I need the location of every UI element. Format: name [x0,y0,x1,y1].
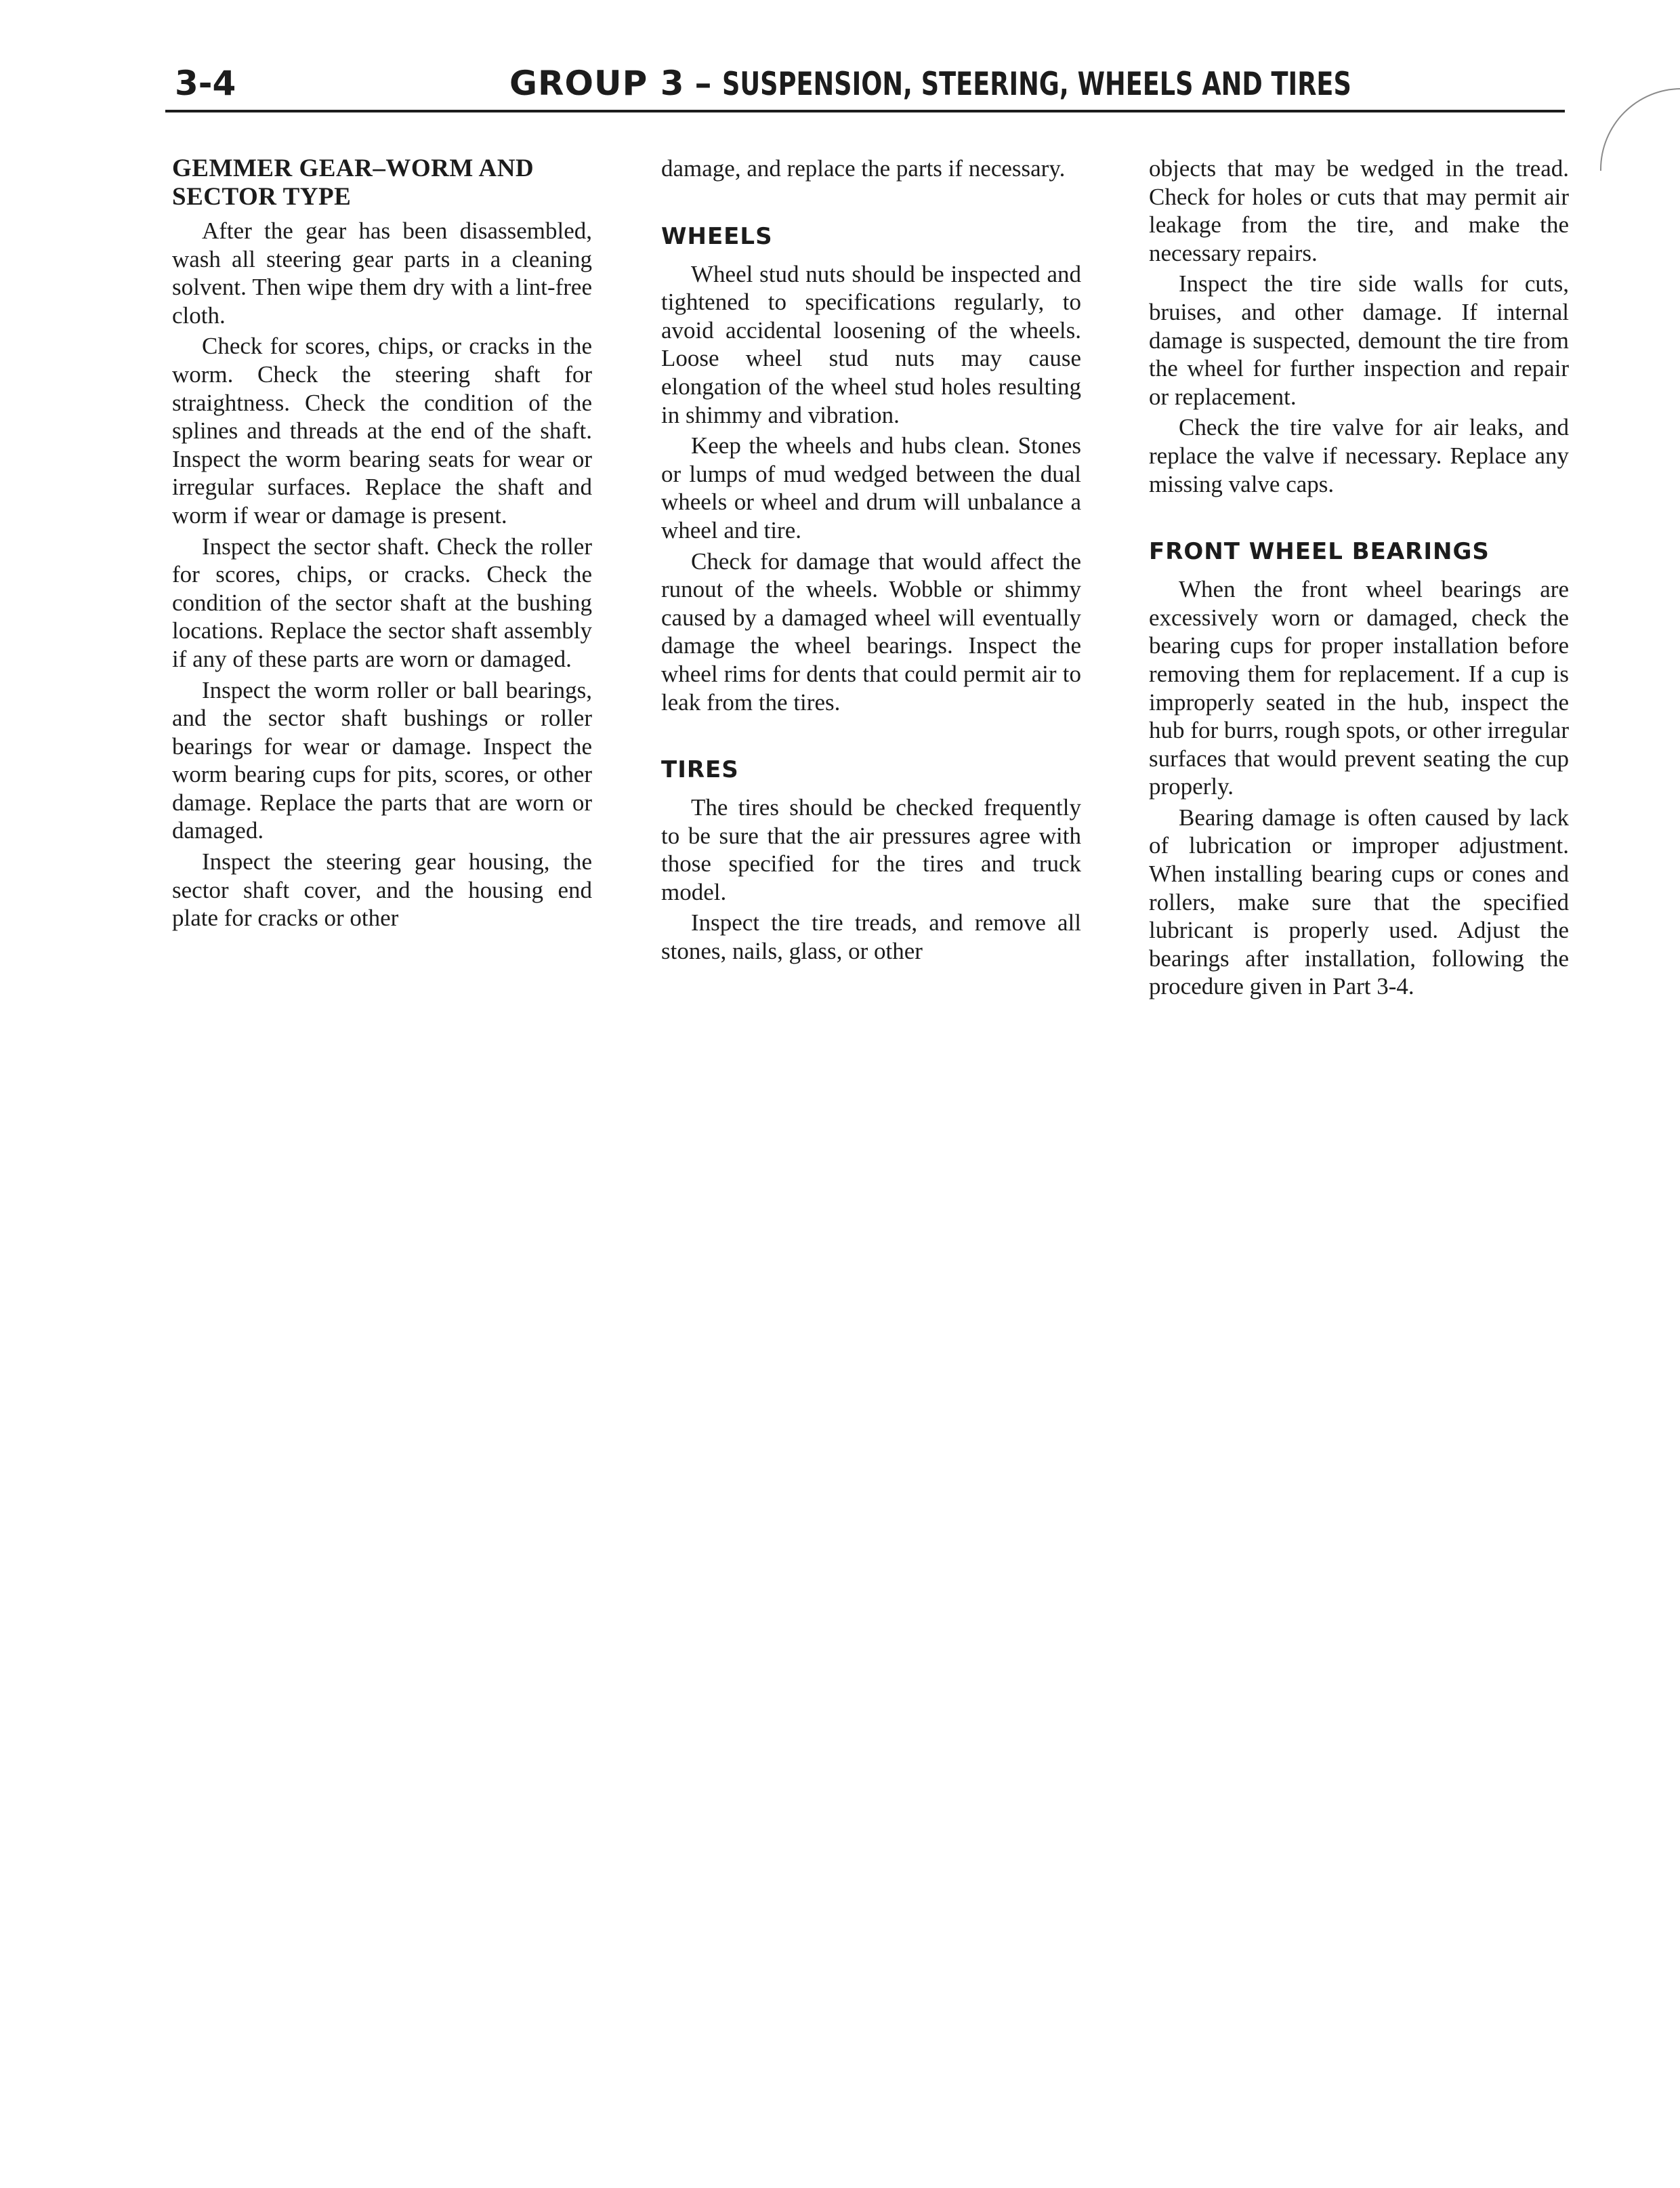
paragraph: Inspect the sector shaft. Check the roller for scores, chips, or cracks. Check the condition of the sector shaft at the bushing locations. Replace the sector shaft assembly if any of these parts are worn or damaged. [172,533,592,672]
section-spacer [661,183,1081,222]
paragraph: Inspect the worm roller or ball bearings, and the sector shaft bushings or roller bearings for wear or damage. Inspect the worm bearing cups for pits, scores, or other damage. Replace the parts that are worn or damaged. [172,676,592,844]
paragraph: After the gear has been disassembled, wash all steering gear parts in a cleaning solvent. Then wipe them dry with a lint-free cloth. [172,218,592,329]
paragraph: Wheel stud nuts should be inspected and tightened to specifications regularly, to avoid accidental loosening of the wheels. Loose wheel stud nuts may cause elongation of the wheel stud holes resulting in shimmy and vibration. [661,260,1081,428]
section-heading-front-wheel-bearings: FRONT WHEEL BEARINGS [1149,538,1490,566]
page-number: 3-4 [175,64,236,103]
paragraph: Keep the wheels and hubs clean. Stones or lumps of mud wedged between the dual wheels or wheel and drum will unbalance a wheel and tire. [661,432,1081,543]
page-header [157,60,1566,112]
paragraph: Inspect the steering gear housing, the sector shaft cover, and the housing end plate for cracks or other [172,848,592,932]
running-head [509,60,1529,108]
continued-paragraph: damage, and replace the parts if necessary. [661,155,1066,182]
column-1 [172,154,592,932]
paragraph: Inspect the tire side walls for cuts, bruises, and other damage. If internal damage is suspected, demount the tire from the wheel for further inspection and repair or replacement. [1149,270,1569,410]
paragraph: Check for scores, chips, or cracks in the worm. Check the steering shaft for straightness. Check the condition of the splines and threads at the end of the shaft. Inspect the worm bearing seats for wear or irregular surfaces. Replace the shaft and worm if wear or damage is present. [172,333,592,529]
header-rule [165,110,1565,112]
group-title: SUSPENSION, STEERING, WHEELS AND TIRES [722,66,1352,103]
scan-corner-mark [1600,88,1680,171]
paragraph: Bearing damage is often caused by lack of lubrication or improper adjustment. When installing bearing cups or cones and rollers, make sure that the specified lubricant is properly used. Adjust the bearings after installation, following the procedure given in Part 3-4. [1149,804,1569,1000]
section-spacer [661,716,1081,756]
section-heading-gemmer-gear: GEMMER GEAR–WORM AND SECTOR TYPE [172,154,534,211]
paragraph: The tires should be checked frequently to be sure that the air pressures agree with those specified for the tires and truck model. [661,794,1081,905]
paragraph: Inspect the tire treads, and remove all stones, nails, glass, or other [661,909,1081,965]
group-dash: – [694,64,713,103]
continued-paragraph: objects that may be wedged in the tread. Check for holes or cuts that may permit air leakage from the tire, and make the necessary repairs. [1149,155,1569,266]
paragraph: When the front wheel bearings are excessively worn or damaged, check the bearing cups for proper installation before removing them for replacement. If a cup is improperly seated in the hub, inspect the hub for burrs, rough spots, or other irregular surfaces that would prevent seating the cup properly. [1149,576,1569,800]
section-heading-tires: TIRES [661,756,739,784]
paragraph: Check the tire valve for air leaks, and replace the valve if necessary. Replace any missing valve caps. [1149,414,1569,497]
section-heading-wheels: WHEELS [661,222,773,250]
paragraph: Check for damage that would affect the runout of the wheels. Wobble or shimmy caused by a damaged wheel will eventually damage the wheel bearings. Inspect the wheel rims for dents that could permit air to leak from the tires. [661,548,1081,716]
section-spacer [1149,498,1569,537]
column-2 [661,154,1081,966]
group-label: GROUP 3 [509,64,685,103]
column-3 [1149,154,1569,1001]
